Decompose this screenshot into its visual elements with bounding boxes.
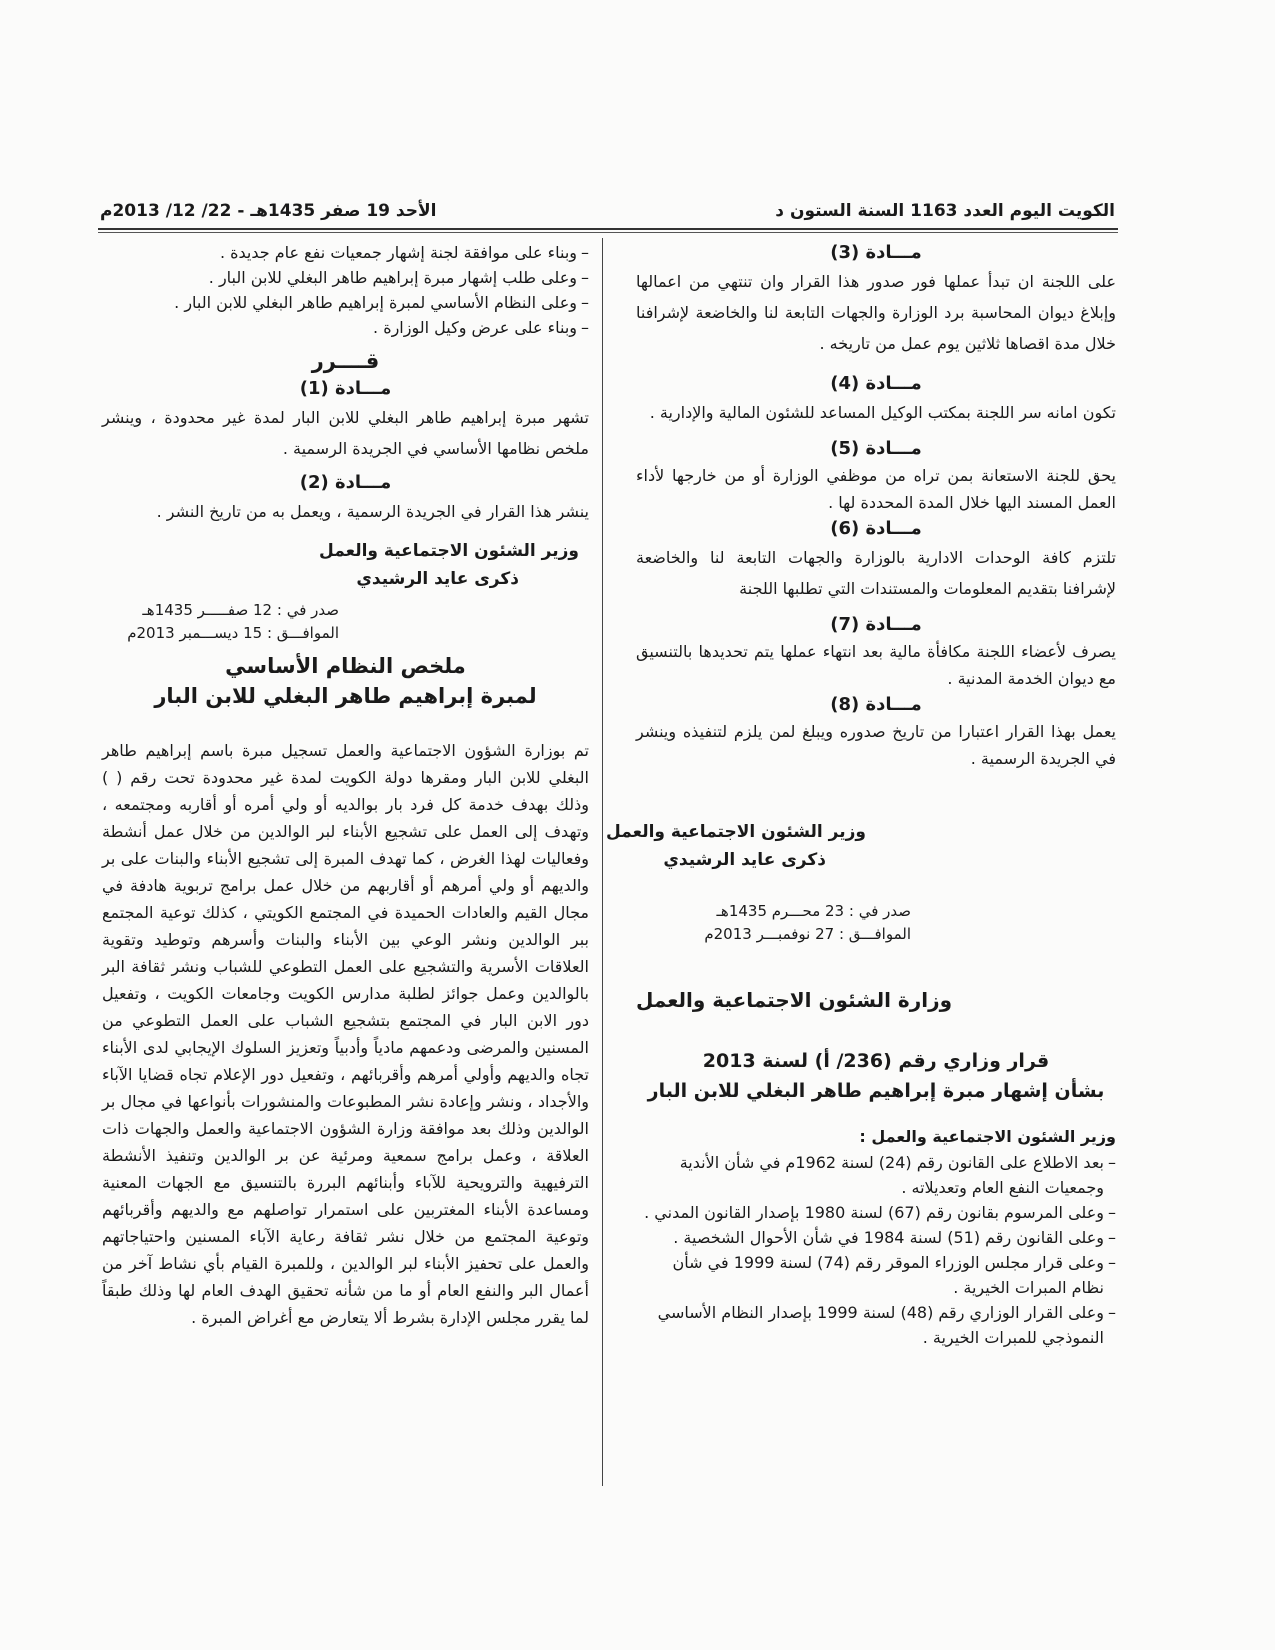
preamble-item: – وعلى القرار الوزاري رقم (48) لسنة 1999 بإصدار النظام الأساسي النموذجي للمبرات الخيرية . [636, 1300, 1116, 1350]
header-date: الأحد 19 صفر 1435هـ - 22/ 12/ 2013م [100, 201, 437, 221]
article-4-title: مـــادة (4) [830, 373, 922, 394]
preamble-item: – وبناء على عرض وكيل الوزارة . [102, 315, 589, 340]
article-6-title: مـــادة (6) [830, 518, 922, 539]
corresponding-date: الموافـــق : 27 نوفمبـــر 2013م [704, 925, 911, 943]
article-1-text: تشهر مبرة إبراهيم طاهر البغلي للابن البار لمدة غير محدودة ، وينشر ملخص نظامها الأساسي في الجريدة الرسمية . [102, 408, 589, 458]
resolution-subject: بشأن إشهار مبرة إبراهيم طاهر البغلي للابن البار [647, 1080, 1105, 1102]
minister-title: وزير الشئون الاجتماعية والعمل [319, 541, 579, 561]
issued-date: صدر في : 12 صفـــــر 1435هـ [142, 601, 339, 619]
preamble-item: – وعلى المرسوم بقانون رقم (67) لسنة 1980 بإصدار القانون المدني . [636, 1200, 1116, 1225]
article-3-title: مـــادة (3) [830, 242, 922, 263]
article-8-title: مـــادة (8) [830, 694, 922, 715]
column-divider [602, 238, 603, 1486]
article-7-text: يصرف لأعضاء اللجنة مكافأة مالية بعد انتهاء عملها يتم تحديدها بالتنسيق مع ديوان الخدمة المدنية . [636, 642, 1116, 688]
header-issue: الكويت اليوم العدد 1163 السنة الستون د [775, 201, 1115, 221]
summary-subtitle: لمبرة إبراهيم طاهر البغلي للابن البار [154, 684, 537, 708]
issued-date: صدر في : 23 محـــرم 1435هـ [716, 902, 911, 920]
preamble-item: – وعلى القانون رقم (51) لسنة 1984 في شأن الأحوال الشخصية . [636, 1225, 1116, 1250]
preamble-item: – وبناء على موافقة لجنة إشهار جمعيات نفع عام جديدة . [102, 240, 589, 265]
header-rule [98, 228, 1118, 230]
minister-title: وزير الشئون الاجتماعية والعمل [606, 822, 866, 842]
article-8-text: يعمل بهذا القرار اعتبارا من تاريخ صدوره ويبلغ لمن يلزم لتنفيذه وينشر في الجريدة الرسمية . [636, 722, 1116, 768]
preamble-item: – بعد الاطلاع على القانون رقم (24) لسنة 1962م في شأن الأندية وجمعيات النفع العام وتعديلاته . [636, 1150, 1116, 1200]
preamble-item: – وعلى طلب إشهار مبرة إبراهيم طاهر البغلي للابن البار . [102, 265, 589, 290]
ministry-heading: وزارة الشئون الاجتماعية والعمل [636, 988, 953, 1012]
page-header [100, 198, 1115, 224]
article-7-title: مـــادة (7) [830, 614, 922, 635]
article-2-title: مـــادة (2) [299, 472, 392, 493]
resolution-intro: وزير الشئون الاجتماعية والعمل : [859, 1127, 1116, 1146]
article-4-text: تكون امانه سر اللجنة بمكتب الوكيل المساعد للشئون المالية والإدارية . [649, 403, 1116, 422]
summary-text: تم بوزارة الشؤون الاجتماعية والعمل تسجيل مبرة باسم إبراهيم طاهر البغلي للابن البار ومقرها دولة الكويت لمدة غير محدودة تحت رقم ( ) وذلك بهدف خدمة كل فرد بار بوالديه أو ولي أمره أو أقاربه ومجتمعه ، وتهدف إلى العمل على تشجيع الأبناء لبر الوالدين من خلال عمل أنشطة وفعاليات لهذا الغرض ، كما تهدف المبرة إلى تشجيع الأبناء والبنات على بر والديهم أو ولي أمرهم أو أقاربهم من خلال عمل برامج تربوية هادفة في مجال القيم والعادات الحميدة في المجتمع الكويتي ، كذلك توعية المجتمع ببر الوالدين ونشر الوعي بين الأبناء والبنات وأسرهم وتوطيد وتقوية العلاقات الأسرية والتشجيع على العمل التطوعي للشباب ونشر ثقافة البر بالوالدين وعمل جوائز لطلبة مدارس الكويت وجامعات الكويت ، وتفعيل دور الابن البار في المجتمع بتشجيع الشباب على العمل التطوعي من المسنين والمرضى ودعمهم مادياً وأدبياً وتعزيز السلوك الإيجابي لدى الأبناء تجاه والديهم وأولي أمرهم وأقربائهم ، وتفعيل دور الإعلام تجاه قضايا الآباء والأجداد ، ونشر وإعادة نشر المطبوعات والمنشورات بأنواعها في مجال بر الوالدين وذلك بعد موافقة وزارة الشؤون الاجتماعية والعمل والجهات ذات العلاقة ، وعمل برامج سمعية ومرئية عن بر الوالدين وتنفيذ الأنشطة الترفيهية والترويحية للآباء وأبنائهم البررة بالتنسيق مع الجهات المعنية ومساعدة الأبناء المغتربين على استمرار تواصلهم مع والديهم وأقربائهم وتوعية المجتمع من خلال نشر ثقافة رعاية الآباء المسنين واحتياجاتهم والعمل على تحفيز الأبناء لبر الوالدين ، وللمبرة القيام بأي نشاط آخر من أعمال البر والنفع العام أو ما من شأنه تحقيق الهدف العام لها وذلك طبقاً لما يقرر مجلس الإدارة بشرط ألا يتعارض مع أغراض المبرة . [102, 741, 589, 1327]
article-2-text: ينشر هذا القرار في الجريدة الرسمية ، ويعمل به من تاريخ النشر . [156, 502, 589, 521]
preamble-item: – وعلى النظام الأساسي لمبرة إبراهيم طاهر البغلي للابن البار . [102, 290, 589, 315]
decree-word: قــــرر [311, 349, 380, 373]
corresponding-date: الموافـــق : 15 ديســـمبر 2013م [127, 624, 339, 642]
minister-name: ذكرى عايد الرشيدي [663, 850, 826, 870]
article-5-text: يحق للجنة الاستعانة بمن تراه من موظفي الوزارة أو من خارجها لأداء العمل المسند اليها خلال المدة المحددة لها . [636, 466, 1116, 512]
left-column [102, 240, 589, 1331]
minister-name: ذكرى عايد الرشيدي [356, 569, 519, 589]
article-6-text: تلتزم كافة الوحدات الادارية بالوزارة والجهات التابعة لنا والخاضعة لإشرافنا بتقديم المعلومات والمستندات التي تطلبها اللجنة [636, 548, 1116, 598]
header-rule-thin [98, 232, 1118, 233]
right-column [606, 240, 1116, 1350]
resolution-number: قرار وزاري رقم (236/ أ) لسنة 2013 [702, 1050, 1050, 1072]
article-1-title: مـــادة (1) [299, 378, 392, 399]
article-3-text: على اللجنة ان تبدأ عملها فور صدور هذا القرار وان تنتهي من اعمالها وإبلاغ ديوان المحاسبة برد الوزارة والجهات التابعة لنا والخاضعة لإشرافنا خلال مدة اقصاها ثلاثين يوم عمل من تاريخه . [636, 272, 1116, 353]
summary-title: ملخص النظام الأساسي [225, 654, 466, 678]
preamble-item: – وعلى قرار مجلس الوزراء الموقر رقم (74) لسنة 1999 في شأن نظام المبرات الخيرية . [636, 1250, 1116, 1300]
article-5-title: مـــادة (5) [830, 438, 922, 459]
